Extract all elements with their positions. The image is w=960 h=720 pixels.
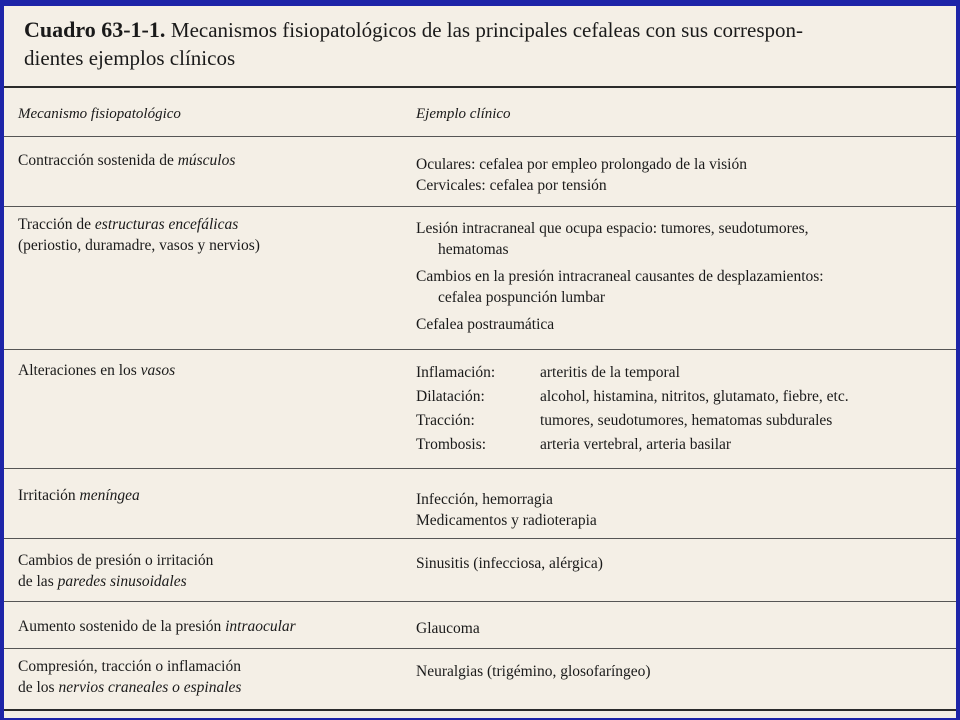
row-4-mechanism <box>18 485 408 506</box>
row-3-example <box>416 362 946 458</box>
row-6-mech-text: Aumento sostenido de la presión <box>18 618 226 635</box>
row-7-example <box>416 661 946 682</box>
header-example: Ejemplo clínico <box>416 106 511 122</box>
row-5-mech-line1: Cambios de presión o irritación <box>18 552 214 569</box>
row-2-example-2b: cefalea pospunción lumbar <box>438 289 605 306</box>
vessel-item-2-label: Dilatación: <box>416 388 485 405</box>
title-line1: Mecanismos fisiopatológicos de las principales cefaleas con sus correspon- <box>170 18 804 42</box>
row-3-mechanism <box>18 360 408 381</box>
row-1-mech-em: músculos <box>177 152 236 169</box>
row-5-mech-em: paredes sinusoidales <box>57 573 187 590</box>
row-6-example-1: Glaucoma <box>416 620 480 637</box>
row-5-mechanism <box>18 550 408 592</box>
row-4-example <box>416 489 946 531</box>
row-3-mech-text: Alteraciones en los <box>18 362 141 379</box>
row-3-rule <box>4 468 956 469</box>
row-7-mech-em: nervios craneales o espinales <box>58 679 242 696</box>
row-2-rule <box>4 349 956 350</box>
vessel-item-4 <box>416 434 946 458</box>
row-4-mech-em: meníngea <box>79 487 140 504</box>
vessel-item-3 <box>416 410 946 434</box>
header-mechanism: Mecanismo fisiopatológico <box>18 106 181 122</box>
row-2-example-3: Cefalea postraumática <box>416 316 555 333</box>
vessel-item-1-text: arteritis de la temporal <box>540 364 680 381</box>
vessel-item-4-label: Trombosis: <box>416 436 487 453</box>
row-2-example <box>416 218 946 335</box>
row-5-rule <box>4 601 956 602</box>
title-line2: dientes ejemplos clínicos <box>24 46 236 70</box>
row-7-mech-line1: Compresión, tracción o inflamación <box>18 658 241 675</box>
row-6-example <box>416 618 946 639</box>
row-6-rule <box>4 648 956 649</box>
row-4-example-2: Medicamentos y radioterapia <box>416 512 597 529</box>
row-6-mechanism <box>18 616 408 637</box>
row-2-mechanism <box>18 214 408 256</box>
vessel-item-3-text: tumores, seudotumores, hematomas subdurales <box>540 412 833 429</box>
row-4-rule <box>4 538 956 539</box>
row-1-example <box>416 154 946 196</box>
row-2-mech-text: Tracción de <box>18 216 95 233</box>
table-title <box>24 16 944 72</box>
row-2-example-2: Cambios en la presión intracraneal causantes de desplazamientos: <box>416 268 824 285</box>
bottom-rule <box>4 709 956 711</box>
header-rule <box>4 136 956 137</box>
row-1-rule <box>4 206 956 207</box>
row-2-example-1: Lesión intracraneal que ocupa espacio: tumores, seudotumores, <box>416 220 809 237</box>
row-7-mechanism <box>18 656 408 698</box>
row-2-mech-line2: (periostio, duramadre, vasos y nervios) <box>18 237 260 254</box>
document-page <box>4 6 956 718</box>
vessel-item-2 <box>416 386 946 410</box>
row-5-example <box>416 553 946 574</box>
title-lead: Cuadro 63-1-1. <box>24 17 166 42</box>
vessel-item-4-text: arteria vertebral, arteria basilar <box>540 436 732 453</box>
row-7-example-1: Neuralgias (trigémino, glosofaríngeo) <box>416 663 651 680</box>
row-5-mech-text: de las <box>18 573 58 590</box>
row-6-mech-em: intraocular <box>225 618 296 635</box>
row-4-mech-text: Irritación <box>18 487 80 504</box>
row-4-example-1: Infección, hemorragia <box>416 491 553 508</box>
vessel-item-3-label: Tracción: <box>416 412 475 429</box>
row-1-mech-text: Contracción sostenida de <box>18 152 178 169</box>
vessel-item-1-label: Inflamación: <box>416 364 496 381</box>
row-3-mech-em: vasos <box>140 362 176 379</box>
row-1-mechanism <box>18 150 408 171</box>
row-1-example-2: Cervicales: cefalea por tensión <box>416 177 607 194</box>
title-rule <box>4 86 956 88</box>
row-7-mech-text: de los <box>18 679 59 696</box>
row-5-example-1: Sinusitis (infecciosa, alérgica) <box>416 555 603 572</box>
vessel-item-2-text: alcohol, histamina, nitritos, glutamato, fiebre, etc. <box>540 388 849 405</box>
row-2-example-1b: hematomas <box>438 241 509 258</box>
vessel-item-1 <box>416 362 946 386</box>
row-1-example-1: Oculares: cefalea por empleo prolongado de la visión <box>416 156 747 173</box>
row-2-mech-em: estructuras encefálicas <box>94 216 239 233</box>
